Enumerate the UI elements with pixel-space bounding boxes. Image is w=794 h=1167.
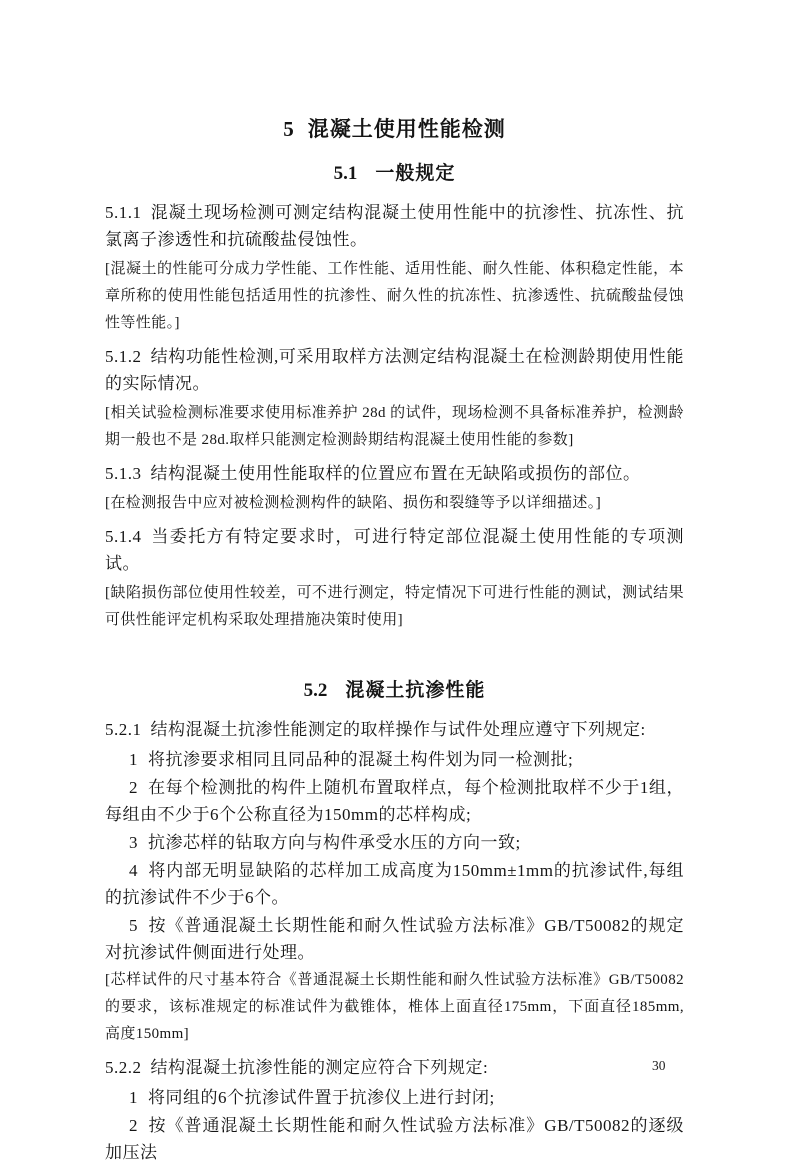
section-title-5-2	[105, 678, 684, 703]
commentary-note: [混凝土的性能可分成力学性能、工作性能、适用性能、耐久性能、体积稳定性能，本章所称的使用性能包括适用性的抗渗性、耐久性的抗冻性、抗渗透性、抗硫酸盐侵蚀性等性能。]	[105, 261, 684, 331]
chapter-title	[105, 116, 684, 143]
commentary-note: [在检测报告中应对被检测检测构件的缺陷、损伤和裂缝等予以详细描述。]	[105, 495, 602, 511]
clause-number: 5.2.2	[105, 1058, 142, 1077]
page-content	[105, 116, 684, 1167]
clause-text: 当委托方有特定要求时，可进行特定部位混凝土使用性能的专项测试。	[105, 527, 684, 573]
list-item-1	[105, 746, 684, 773]
clause-5-1-2	[105, 343, 684, 397]
section-number: 5.2	[303, 680, 328, 701]
clause-text: 结构混凝土使用性能取样的位置应布置在无缺陷或损伤的部位。	[150, 464, 641, 483]
clause-5-2-2	[105, 1054, 684, 1081]
clause-number: 5.1.4	[105, 527, 142, 546]
list-item-4	[105, 857, 684, 911]
item-text: 将同组的6个抗渗试件置于抗渗仪上进行封闭;	[148, 1088, 495, 1107]
clause-number: 5.1.2	[105, 347, 142, 366]
item-number: 2	[129, 1116, 138, 1135]
item-text: 抗渗芯样的钻取方向与构件承受水压的方向一致;	[148, 833, 521, 852]
clause-5-1-4	[105, 523, 684, 577]
item-number: 5	[129, 916, 138, 935]
clause-text: 混凝土现场检测可测定结构混凝土使用性能中的抗渗性、抗冻性、抗氯离子渗透性和抗硫酸盐侵蚀性。	[105, 203, 684, 249]
clause-5-1-1	[105, 199, 684, 253]
section-title-text: 一般规定	[375, 163, 456, 184]
clause-5-2-1	[105, 716, 684, 743]
page-number: 30	[652, 1058, 666, 1073]
chapter-number: 5	[283, 117, 294, 141]
clause-text: 结构功能性检测,可采用取样方法测定结构混凝土在检测龄期使用性能的实际情况。	[105, 347, 684, 393]
clause-number: 5.2.1	[105, 720, 142, 739]
clause-text: 结构混凝土抗渗性能测定的取样操作与试件处理应遵守下列规定:	[150, 720, 646, 739]
section-number: 5.1	[333, 163, 358, 184]
item-text: 在每个检测批的构件上随机布置取样点，每个检测批取样不少于1组，每组由不少于6个公称直径为150mm的芯样构成;	[105, 778, 684, 824]
clause-number: 5.1.1	[105, 203, 142, 222]
commentary-note: [芯样试件的尺寸基本符合《普通混凝土长期性能和耐久性试验方法标准》GB/T50082的要求，该标准规定的标准试件为截锥体，椎体上面直径175mm，下面直径185mm, 高度150mm]	[105, 972, 684, 1042]
clause-number: 5.1.3	[105, 464, 142, 483]
item-number: 3	[129, 833, 138, 852]
list-item-3	[105, 829, 684, 856]
item-number: 1	[129, 750, 138, 769]
clause-5-1-3	[105, 460, 684, 487]
chapter-title-text: 混凝土使用性能检测	[307, 117, 506, 141]
list-item-2	[105, 1112, 684, 1166]
section-title-5-1	[105, 161, 684, 186]
item-text: 按《普通混凝土长期性能和耐久性试验方法标准》GB/T50082的规定对抗渗试件侧面进行处理。	[105, 916, 684, 962]
item-number: 1	[129, 1088, 138, 1107]
clause-text: 结构混凝土抗渗性能的测定应符合下列规定:	[150, 1058, 489, 1077]
item-text: 按《普通混凝土长期性能和耐久性试验方法标准》GB/T50082的逐级加压法	[105, 1116, 684, 1162]
item-text: 将抗渗要求相同且同品种的混凝土构件划为同一检测批;	[148, 750, 574, 769]
commentary-note: [相关试验检测标准要求使用标准养护 28d 的试件，现场检测不具备标准养护，检测龄期一般也不是 28d.取样只能测定检测龄期结构混凝土使用性能的参数]	[105, 405, 684, 448]
section-title-text: 混凝土抗渗性能	[345, 680, 486, 701]
commentary-note: [缺陷损伤部位使用性较差，可不进行测定，特定情况下可进行性能的测试，测试结果可供性能评定机构采取处理措施决策时使用]	[105, 585, 684, 628]
item-number: 2	[129, 778, 138, 797]
list-item-1	[105, 1084, 684, 1111]
list-item-2	[105, 774, 684, 828]
item-number: 4	[129, 861, 138, 880]
list-item-5	[105, 912, 684, 966]
item-text: 将内部无明显缺陷的芯样加工成高度为150mm±1mm的抗渗试件,每组的抗渗试件不少于6个。	[105, 861, 684, 907]
